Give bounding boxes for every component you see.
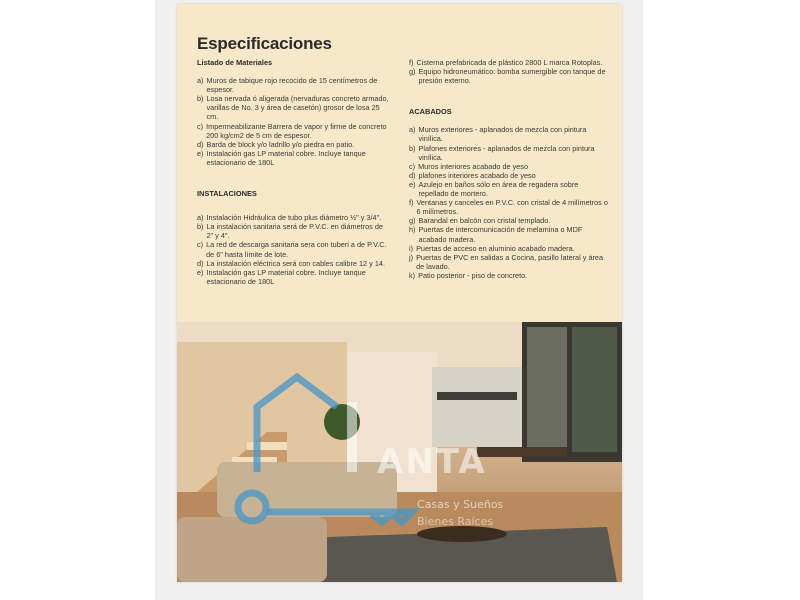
materiales-cont-list — [409, 58, 609, 85]
list-item: a) Muros de tabique rojo recocido de 15 centímetros de espesor. — [197, 76, 378, 95]
list-item: e) Azulejo en baños sólo en área de regadera sobre repellado de mortero. — [409, 179, 579, 199]
list-item: g) Barandal en balcón con cristal templado. — [409, 216, 551, 226]
list-item: b) Plafones exteriores - aplanados de mezcla con pintura vinílica. — [409, 143, 595, 162]
list-item: d) Barda de block y/o ladrillo y/o piedra en patio. — [197, 139, 355, 149]
list-item: c) Muros interiores acabado de yeso — [409, 161, 529, 171]
list-item: d) La instalación eléctrica será con cables calibre 12 y 14. — [197, 258, 385, 268]
list-item: a) Instalación Hidráulica de tubo plus diámetro ½" y 3/4". — [197, 213, 382, 223]
list-item: f) Ventanas y canceles en P.V.C. con cristal de 4 milímetros o 6 milímetros. — [409, 198, 608, 217]
list-item: a) Muros exteriores - aplanados de mezcla con pintura vinílica. — [409, 125, 587, 144]
list-item: i) Puertas de acceso en aluminio acabado madera. — [409, 243, 575, 253]
list-item: c) Impermeabilizante Barrera de vapor y firme de concreto 200 kg/cm2 de 5 cm de espesor. — [197, 121, 387, 140]
list-item: b) La instalación sanitaria será de P.V.C. en diámetros de 2" y 4". — [197, 222, 383, 241]
materiales-heading: Listado de Materiales — [197, 58, 273, 67]
right-column — [409, 58, 609, 280]
watermark-tagline: Casas y Sueños — [417, 498, 504, 511]
instalaciones-heading: INSTALACIONES — [197, 189, 257, 199]
list-item: b) Losa nervada ó aligerada (nervaduras concreto armado, varillas de No. 3 y área de casetón) grosor de losa 25 cm. — [197, 94, 389, 122]
document-page — [177, 4, 622, 582]
page-title: Especificaciones — [197, 34, 332, 53]
list-item: e) Instalación gas LP material cobre. Incluye tanque estacionario de 180L — [197, 267, 366, 286]
list-item: k) Patio posterior - piso de concreto. — [409, 270, 528, 280]
list-item: e) Instalación gas LP material cobre. Incluye tanque estacionario de 180L — [197, 148, 366, 167]
list-item: c) La red de descarga sanitaria sera con tuberi a de P.V.C. de 6" hasta límite de lote. — [197, 240, 387, 259]
list-item: d) plafones interiores acabado de yeso — [409, 170, 536, 180]
list-item: f) Cisterna prefabricada de plástico 2800 L marca Rotoplas. — [409, 58, 603, 67]
list-item: j) Puertas de PVC en salidas a Cocina, pasillo lateral y área de lavado. — [409, 252, 604, 271]
watermark-subtitle: Bienes Raíces — [417, 515, 494, 528]
list-item: h) Puertas de intercomunicación de melamina o MDF acabado madera. — [409, 225, 583, 244]
left-column — [197, 58, 389, 286]
instalaciones-list — [197, 213, 389, 286]
materiales-list — [197, 76, 389, 167]
interior-photo — [177, 322, 622, 582]
acabados-heading: ACABADOS — [409, 107, 452, 117]
watermark-name: ANTA — [377, 442, 487, 482]
list-item: g) Equipo hidroneumático: bomba sumergible con tanque de presión externo. — [409, 67, 606, 86]
acabados-list — [409, 125, 609, 280]
